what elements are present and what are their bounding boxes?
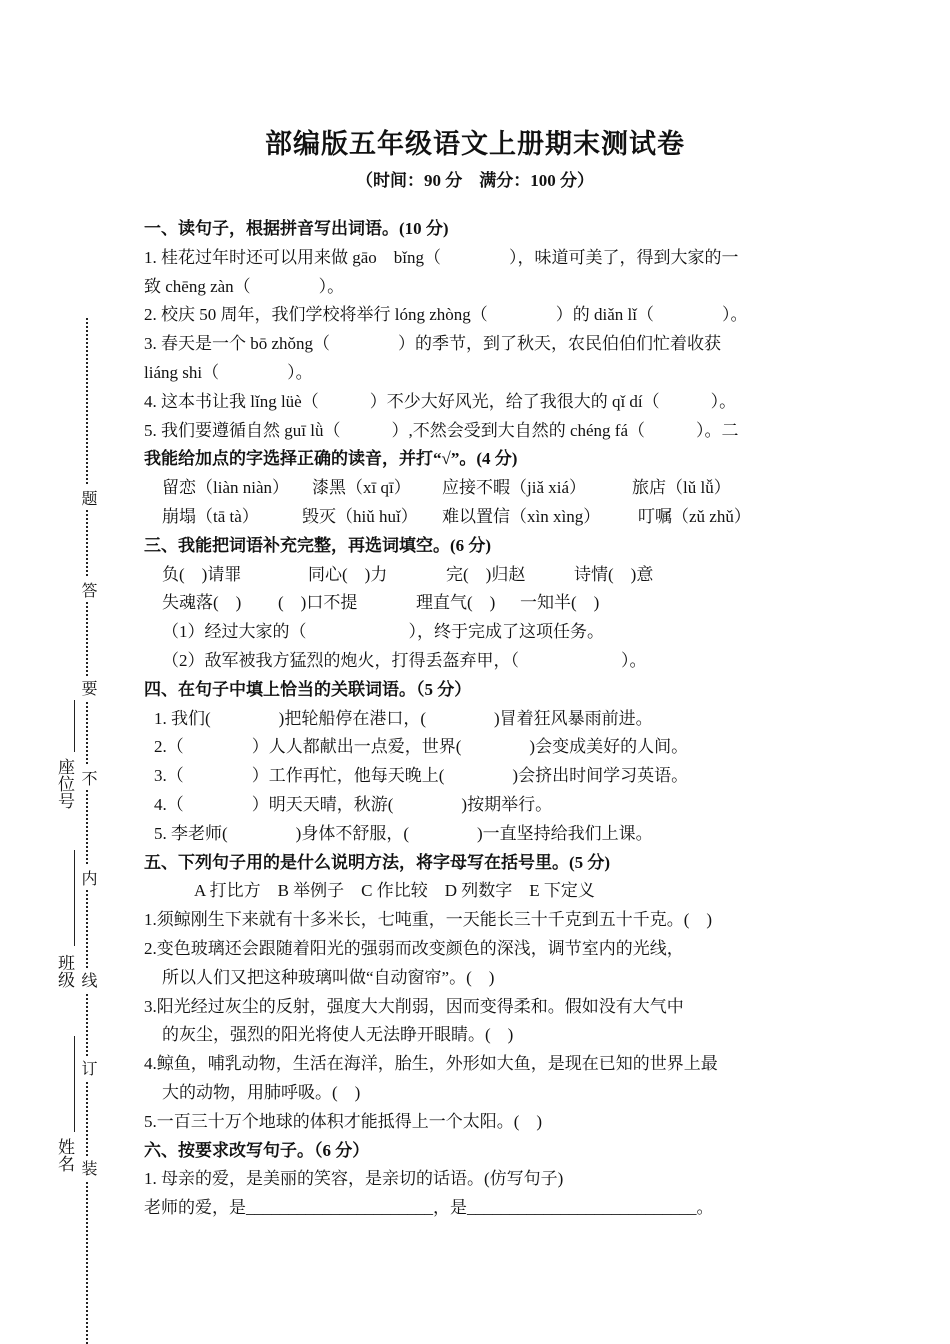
- section-3-heading: 三、我能把词语补充完整，再选词填空。(6 分): [144, 535, 492, 555]
- pron-item: 叮嘱（zǔ zhǔ）: [638, 506, 751, 526]
- section-5-heading: 五、下列句子用的是什么说明方法，将字母写在括号里。(5 分): [144, 852, 611, 872]
- q4-3: 3.（ ）工作再忙，他每天晚上( )会挤出时间学习英语。: [154, 766, 689, 786]
- idiom-item: 完( )归赵: [446, 564, 526, 584]
- class-label: 班级: [55, 954, 74, 988]
- exam-content: [144, 215, 824, 1223]
- q5-5: 5.一百三十万个地球的体积才能抵得上一个太阳。( ): [144, 1111, 543, 1131]
- idiom-row1: [144, 561, 824, 590]
- name-field[interactable]: [74, 1036, 75, 1132]
- binding-marker-nei: 内: [78, 866, 96, 890]
- q4-4: 4.（ ）明天天晴，秋游( )按期举行。: [154, 794, 553, 814]
- idiom-item: 一知半( ): [520, 593, 600, 613]
- q1-1-line2: 致 chēng zàn（ ）。: [144, 276, 345, 296]
- pron-item: 毁灭（hiǔ huǐ）: [302, 506, 418, 526]
- binding-dotted-line: [86, 318, 88, 1344]
- idiom-item: 理直气( ): [416, 593, 496, 613]
- q4-2: 2.（ ）人人都献出一点爱，世界( )会变成美好的人间。: [154, 737, 689, 757]
- pron-item: 旅店（lǔ lǚ）: [632, 478, 731, 498]
- page-title: 部编版五年级语文上册期末测试卷: [265, 129, 685, 159]
- pron-item: 漆黑（xī qī）: [312, 478, 411, 498]
- q6-1-answer-line[interactable]: 老师的爱，是______________________，是___________________________。: [144, 1198, 714, 1218]
- class-field[interactable]: [74, 850, 75, 946]
- method-options: A 打比方 B 举例子 C 作比较 D 列数字 E 下定义: [194, 881, 595, 901]
- section-6-heading: 六、按要求改写句子。（6 分）: [144, 1140, 370, 1160]
- q5-4-line1: 4.鲸鱼，哺乳动物，生活在海洋，胎生，外形如大鱼，是现在已知的世界上最: [144, 1054, 718, 1074]
- idiom-item: 负( )请罪: [162, 564, 242, 584]
- idiom-item: 同心( )力: [308, 564, 388, 584]
- q5-1: 1.须鲸刚生下来就有十多米长，七吨重，一天能长三十千克到五十千克。( ): [144, 910, 713, 930]
- idiom-item: 诗情( )意: [574, 564, 654, 584]
- q5-2-line2: 所以人们又把这种玻璃叫做“自动窗帘”。( ): [162, 967, 495, 987]
- seat-number-field[interactable]: [74, 700, 75, 752]
- binding-marker-da: 答: [78, 578, 96, 602]
- q1-4: 4. 这本书让我 lǐng lüè（ ）不少大好风光，给了我很大的 qǐ dí（ ）。: [144, 391, 737, 411]
- binding-marker-yao: 要: [78, 676, 96, 700]
- section-2-heading: 我能给加点的字选择正确的读音，并打“√”。(4 分): [144, 449, 518, 469]
- exam-time-score: （时间：90 分 满分：100 分）: [356, 171, 594, 190]
- binding-marker-zhuang: 装: [78, 1156, 96, 1180]
- q1-3-line1: 3. 春天是一个 bō zhǒng（ ）的季节，到了秋天，农民伯伯们忙着收获: [144, 334, 722, 354]
- pron-item: 留恋（liàn niàn）: [162, 478, 290, 498]
- fill-sentence-2: （2）敌军被我方猛烈的炮火，打得丢盔弃甲，（ ）。: [162, 650, 647, 670]
- idiom-item: ( )口不提: [278, 593, 358, 613]
- q5-3-line2: 的灰尘，强烈的阳光将使人无法睁开眼睛。( ): [162, 1025, 514, 1045]
- q1-2: 2. 校庆 50 周年，我们学校将举行 lóng zhòng（ ）的 diǎn lǐ（ ）。: [144, 305, 748, 325]
- section-2-row1: [144, 474, 824, 503]
- idiom-item: 失魂落( ): [162, 593, 242, 613]
- pron-item: 难以置信（xìn xìng）: [442, 506, 601, 526]
- binding-marker-ding: 订: [78, 1056, 96, 1080]
- pron-item: 应接不暇（jiǎ xiá）: [442, 478, 587, 498]
- q1-1-line1: 1. 桂花过年时还可以用来做 gāo bǐng（ ），味道可美了，得到大家的一: [144, 247, 739, 267]
- idiom-row2: [144, 589, 824, 618]
- q5-3-line1: 3.阳光经过灰尘的反射，强度大大削弱，因而变得柔和。假如没有大气中: [144, 996, 684, 1016]
- section-4-heading: 四、在句子中填上恰当的关联词语。（5 分）: [144, 679, 472, 699]
- seat-number-label: 座位号: [55, 758, 74, 809]
- section-1-heading: 一、读句子，根据拼音写出词语。(10 分): [144, 219, 449, 238]
- q1-5: 5. 我们要遵循自然 guī lǜ（ ）,不然会受到大自然的 chéng fá（ ）。二: [144, 420, 739, 440]
- section-2-row2: [144, 503, 824, 532]
- q4-1: 1. 我们( )把轮船停在港口，( )冒着狂风暴雨前进。: [154, 708, 653, 728]
- pron-item: 崩塌（tā tà）: [162, 506, 259, 526]
- binding-marker-ti: 题: [78, 486, 96, 510]
- q1-3-line2: liáng shi（ ）。: [144, 362, 313, 382]
- q6-1-prompt: 1. 母亲的爱，是美丽的笑容，是亲切的话语。(仿写句子): [144, 1169, 564, 1189]
- binding-marker-xian: 线: [78, 968, 96, 992]
- name-label: 姓名: [55, 1138, 74, 1172]
- fill-sentence-1: （1）经过大家的（ ），终于完成了这项任务。: [162, 622, 604, 642]
- q4-5: 5. 李老师( )身体不舒服，( )一直坚持给我们上课。: [154, 823, 653, 843]
- binding-marker-bu: 不: [78, 766, 96, 790]
- q5-2-line1: 2.变色玻璃还会跟随着阳光的强弱而改变颜色的深浅，调节室内的光线，: [144, 938, 684, 958]
- q5-4-line2: 大的动物，用肺呼吸。( ): [162, 1082, 361, 1102]
